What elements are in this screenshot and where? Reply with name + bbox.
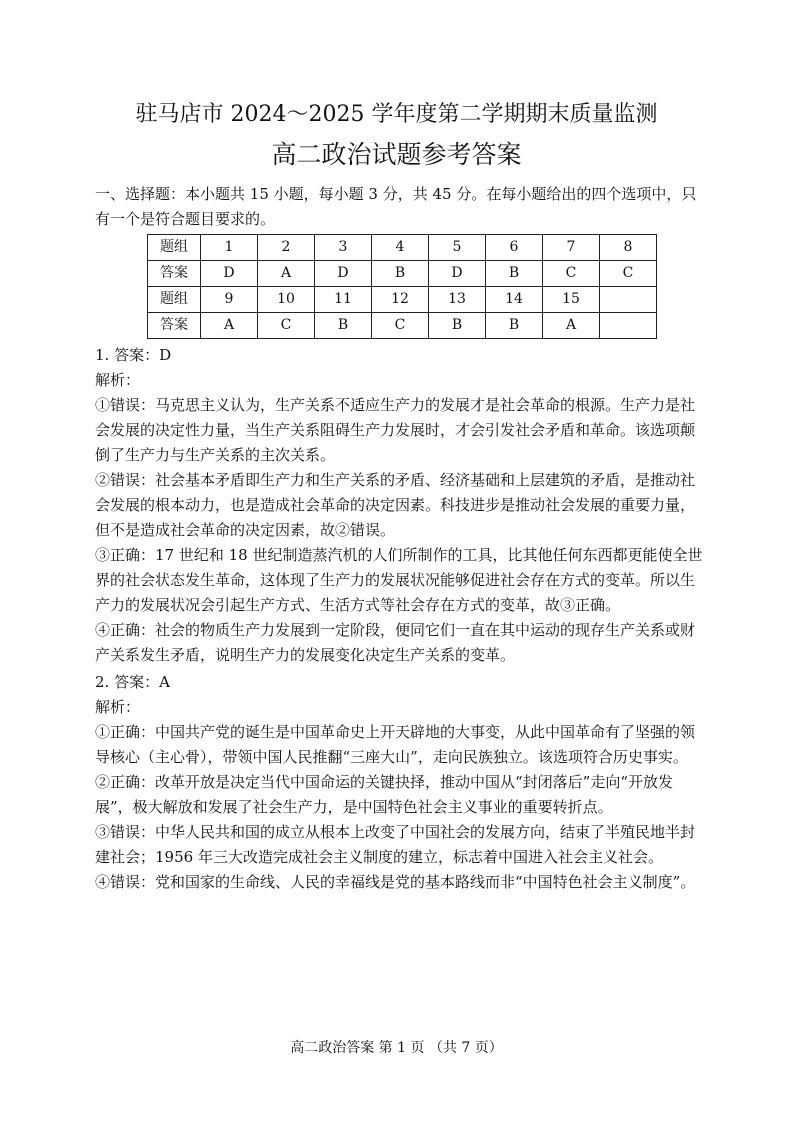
answer-table-cell: 9 [201,287,258,313]
answer-table-cell: 15 [543,287,600,313]
answer-table-cell: 1 [201,235,258,261]
document-subtitle: 高二政治试题参考答案 [271,140,522,169]
question-2-answer: 2. 答案：A [95,673,170,691]
answer-table-row-header: 题组 [148,287,201,313]
question-1-block [95,343,707,668]
answer-table-row [148,235,657,261]
answer-table-cell: 12 [372,287,429,313]
answer-table-cell: 7 [543,235,600,261]
answer-table [147,234,657,339]
answer-table-cell: 11 [315,287,372,313]
answer-table-cell: C [258,313,315,339]
answer-table-cell: 3 [315,235,372,261]
question-1-analysis-item: ③正确：17 世纪和 18 世纪制造蒸汽机的人们所制作的工具，比其他任何东西都更能使全世界的社会状态发生革命，这体现了生产力的发展状况能够促进社会存在方式的变革。所以生产力的发展状况会引起生产方式、生活方式等社会存在方式的变革，故③正确。 [95,546,703,614]
answer-table-row-header: 题组 [148,235,201,261]
question-1-analysis-item: ④正确：社会的物质生产力发展到一定阶段，便同它们一直在其中运动的现存生产关系或财产关系发生矛盾，说明生产力的发展变化决定生产关系的变革。 [95,621,696,664]
answer-table-cell: D [201,261,258,287]
answer-table-cell: B [315,313,372,339]
answer-table-row [148,313,657,339]
answer-table-cell: B [372,261,429,287]
answer-table-cell: 2 [258,235,315,261]
answer-table-cell: 13 [429,287,486,313]
question-1-analysis-item: ①错误：马克思主义认为，生产关系不适应生产力的发展才是社会革命的根源。生产力是社会发展的决定性力量，当生产关系阻碍生产力发展时，才会引发社会矛盾和革命。该选项颠倒了生产力与生产关系的主次关系。 [95,396,696,464]
question-2-analysis-item: ①正确：中国共产党的诞生是中国革命史上开天辟地的大事变，从此中国革命有了坚强的领导核心（主心骨），带领中国人民推翻“三座大山”，走向民族独立。该选项符合历史事实。 [95,723,696,766]
answer-table-cell [600,313,657,339]
answer-table-cell: 5 [429,235,486,261]
answer-table-cell: B [486,313,543,339]
answer-table-cell: C [600,261,657,287]
document-body [95,182,707,895]
answer-table-row-header: 答案 [148,313,201,339]
answer-table-cell: D [429,261,486,287]
answer-table-cell: B [486,261,543,287]
document-title: 驻马店市 2024～2025 学年度第二学期期末质量监测 [135,102,658,127]
answer-table-cell: 10 [258,287,315,313]
question-1-answer: 1. 答案：D [95,346,172,364]
question-2-analysis-item: ③错误：中华人民共和国的成立从根本上改变了中国社会的发展方向，结束了半殖民地半封建社会；1956 年三大改造完成社会主义制度的建立，标志着中国进入社会主义社会。 [95,823,696,866]
section-intro: 一、选择题：本小题共 15 小题，每小题 3 分，共 45 分。在每小题给出的四个选项中，只有一个是符合题目要求的。 [95,185,697,228]
question-1-analysis-label: 解析： [95,371,141,389]
answer-table-cell [600,287,657,313]
answer-table-row-header: 答案 [148,261,201,287]
answer-table-cell: C [372,313,429,339]
answer-table-cell: A [201,313,258,339]
question-2-block [95,670,707,895]
page-footer: 高二政治答案 第 1 页 （共 7 页） [290,1040,503,1056]
answer-table-cell: 6 [486,235,543,261]
answer-table-row [148,261,657,287]
answer-table-cell: A [258,261,315,287]
question-2-analysis-item: ④错误：党和国家的生命线、人民的幸福线是党的基本路线而非“中国特色社会主义制度”。 [95,873,696,891]
answer-table-cell: A [543,313,600,339]
answer-table-row [148,287,657,313]
question-2-analysis-item: ②正确：改革开放是决定当代中国命运的关键抉择，推动中国从“封闭落后”走向“开放发展”，极大解放和发展了社会生产力，是中国特色社会主义事业的重要转折点。 [95,773,674,816]
answer-table-cell: 4 [372,235,429,261]
answer-table-cell: C [543,261,600,287]
answer-table-cell: 8 [600,235,657,261]
answer-table-cell: B [429,313,486,339]
question-2-analysis-label: 解析： [95,698,141,716]
question-1-analysis-item: ②错误：社会基本矛盾即生产力和生产关系的矛盾、经济基础和上层建筑的矛盾，是推动社会发展的根本动力，也是造成社会革命的决定因素。科技进步是推动社会发展的重要力量，但不是造成社会革命的决定因素，故②错误。 [95,471,696,539]
answer-table-cell: 14 [486,287,543,313]
answer-table-cell: D [315,261,372,287]
